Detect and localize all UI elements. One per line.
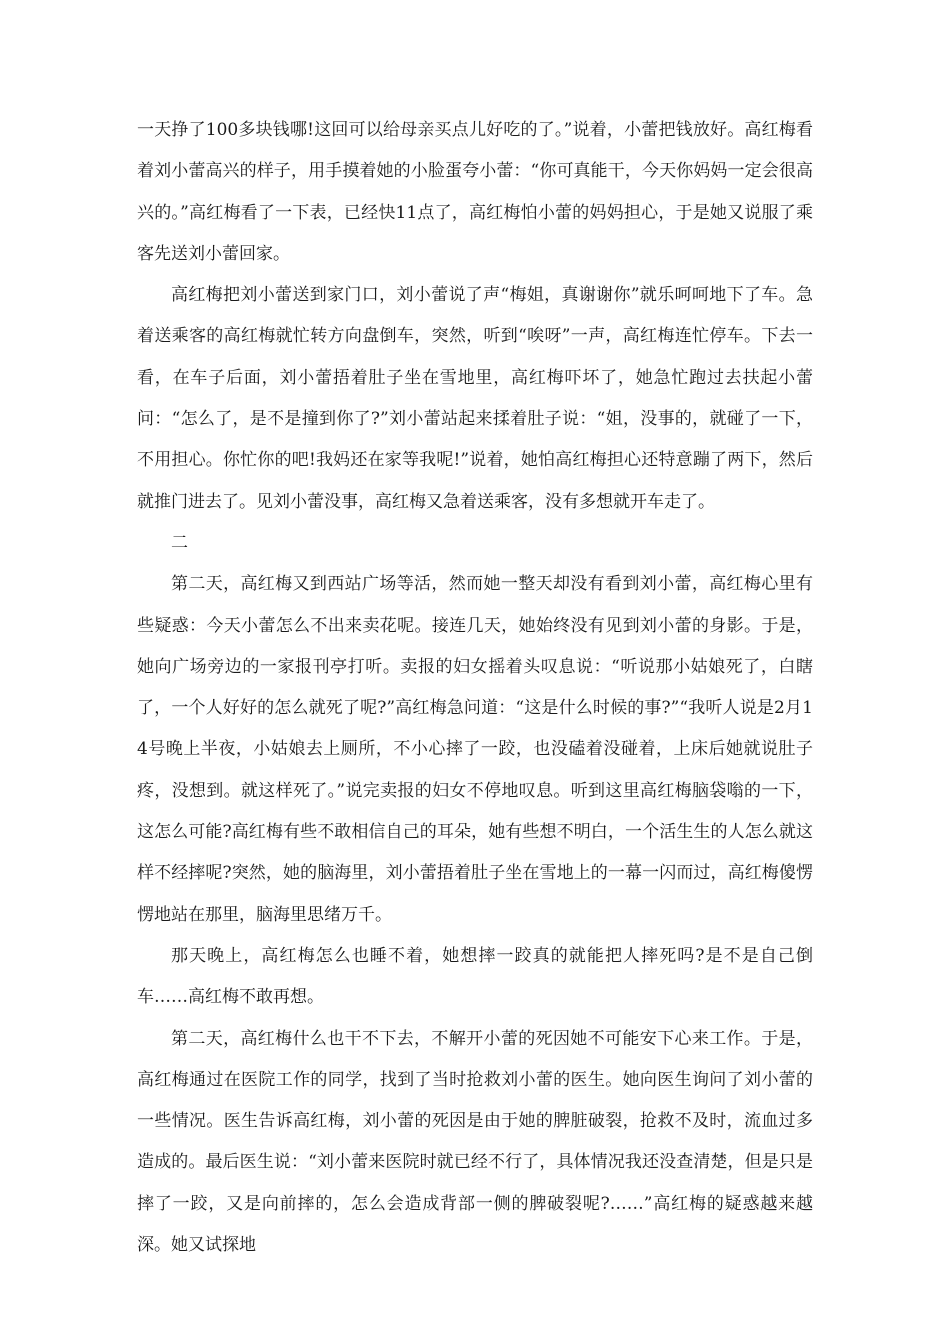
section-heading-2: 二 [171, 532, 188, 553]
paragraph-2: 高红梅把刘小蕾送到家门口，刘小蕾说了声“梅姐，真谢谢你”就乐呵呵地下了车。急着送乘客的高红梅就忙转方向盘倒车，突然，听到“唉呀”一声，高红梅连忙停车。下去一看，在车子后面，刘小蕾捂着肚子坐在雪地里，高红梅吓坏了，她急忙跑过去扶起小蕾问：“怎么了，是不是撞到你了?”刘小蕾站起来揉着肚子说：“姐，没事的，就碰了一下，不用担心。你忙你的吧!我妈还在家等我呢!”说着，她怕高红梅担心还特意蹦了两下，然后就推门进去了。见刘小蕾没事，高红梅又急着送乘客，没有多想就开车走了。 [137, 285, 813, 512]
paragraph-5: 那天晚上，高红梅怎么也睡不着，她想摔一跤真的就能把人摔死吗?是不是自己倒车……高红梅不敢再想。 [137, 945, 813, 1008]
paragraph-1: 一天挣了100多块钱哪!这回可以给母亲买点儿好吃的了。”说着，小蕾把钱放好。高红梅看着刘小蕾高兴的样子，用手摸着她的小脸蛋夸小蕾：“你可真能干，今天你妈妈一定会很高兴的。”高红梅看了一下表，已经快11点了，高红梅怕小蕾的妈妈担心，于是她又说服了乘客先送刘小蕾回家。 [137, 120, 813, 264]
paragraph-6: 第二天，高红梅什么也干不下去，不解开小蕾的死因她不可能安下心来工作。于是，高红梅通过在医院工作的同学，找到了当时抢救刘小蕾的医生。她向医生询问了刘小蕾的一些情况。医生告诉高红梅，刘小蕾的死因是由于她的脾脏破裂，抢救不及时，流血过多造成的。最后医生说：“刘小蕾来医院时就已经不行了，具体情况我还没查清楚，但是只是摔了一跤，又是向前摔的，怎么会造成背部一侧的脾破裂呢?……”高红梅的疑惑越来越深。她又试探地 [137, 1028, 813, 1256]
document-body [137, 110, 813, 1266]
paragraph-4: 第二天，高红梅又到西站广场等活，然而她一整天却没有看到刘小蕾，高红梅心里有些疑惑：今天小蕾怎么不出来卖花呢。接连几天，她始终没有见到刘小蕾的身影。于是，她向广场旁边的一家报刊亭打听。卖报的妇女摇着头叹息说：“听说那小姑娘死了，白瞎了，一个人好好的怎么就死了呢?”高红梅急问道：“这是什么时候的事?”“我听人说是2月14号晚上半夜，小姑娘去上厕所，不小心摔了一跤，也没磕着没碰着，上床后她就说肚子疼，没想到。就这样死了。”说完卖报的妇女不停地叹息。听到这里高红梅脑袋嗡的一下，这怎么可能?高红梅有些不敢相信自己的耳朵，她有些想不明白，一个活生生的人怎么就这样不经摔呢?突然，她的脑海里，刘小蕾捂着肚子坐在雪地上的一幕一闪而过，高红梅傻愣愣地站在那里，脑海里思绪万千。 [137, 574, 813, 925]
